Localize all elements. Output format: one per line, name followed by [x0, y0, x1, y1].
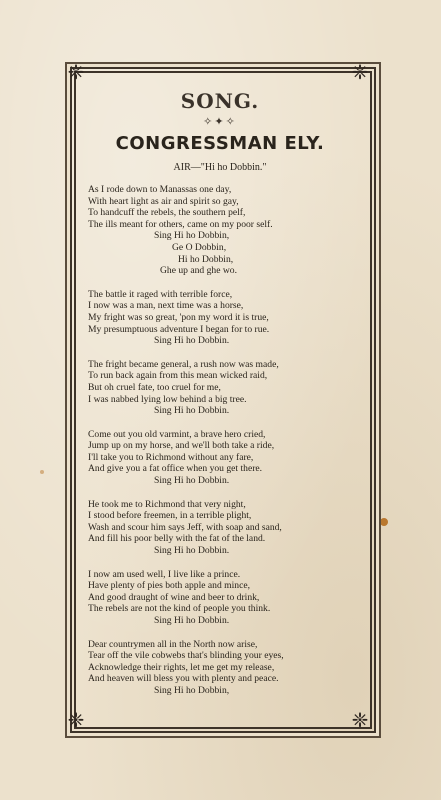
- air-line: AIR—"Hi ho Dobbin.": [173, 162, 267, 173]
- stanza-line: As I rode down to Manassas one day,: [88, 184, 232, 195]
- stanza-line: I now am used well, I live like a prince.: [88, 568, 241, 580]
- stanza-line: To handcuff the rebels, the southern pelf,: [88, 207, 246, 219]
- stanza-line: Have plenty of pies both apple and mince,: [88, 580, 250, 592]
- stanza-line: With heart light as air and spirit so gay,: [88, 195, 239, 207]
- stanza-line: To run back again from this mean wicked raid,: [88, 370, 268, 382]
- stanza-line: And heaven will bless you with plenty and peace.: [88, 673, 279, 685]
- stanza-line: The fright became general, a rush now was made,: [88, 358, 279, 370]
- stanza-line: Wash and scour him says Jeff, with soap and sand,: [88, 521, 282, 533]
- stanza: [88, 184, 352, 277]
- stanza-line: And good draught of wine and beer to drink,: [88, 591, 260, 603]
- refrain-line: Sing Hi ho Dobbin.: [154, 335, 230, 347]
- stanza-line: Come out you old varmint, a brave hero cried,: [88, 428, 266, 440]
- stanza-line: Tear off the vile cobwebs that's blinding your eyes,: [88, 650, 284, 662]
- corner-ornament-icon: ❈: [67, 62, 85, 84]
- stanza: [88, 359, 352, 417]
- refrain-line: Ghe up and ghe wo.: [160, 265, 237, 277]
- refrain-line: Hi ho Dobbin,: [178, 253, 234, 265]
- refrain-line: Sing Hi ho Dobbin.: [154, 405, 230, 417]
- stanza-line: And fill his poor belly with the fat of the land.: [88, 533, 266, 545]
- stanza-line: My fright was so great, 'pon my word it is true,: [88, 311, 269, 323]
- stanza-line: And give you a fat office when you get there.: [88, 463, 263, 475]
- broadside-content: [88, 90, 352, 710]
- stanza-line: The ills meant for others, came on my poor self.: [88, 218, 273, 230]
- stanza-line: I stood before freemen, in a terrible plight,: [88, 510, 252, 522]
- stanza: [88, 289, 352, 347]
- stanza-line: But oh cruel fate, too cruel for me,: [88, 381, 221, 393]
- refrain-line: Sing Hi ho Dobbin.: [154, 475, 230, 487]
- stanza-line: I'll take you to Richmond without any fare,: [88, 451, 254, 463]
- stanza: [88, 429, 352, 487]
- stanza: [88, 499, 352, 557]
- stanza-line: The battle it raged with terrible force,: [88, 288, 233, 300]
- stanza-line: My presumptuous adventure I began for to rue.: [88, 323, 270, 335]
- stanza-line: Dear countrymen all in the North now arise,: [88, 638, 258, 650]
- refrain-line: Ge O Dobbin,: [172, 241, 227, 253]
- stanza-line: He took me to Richmond that very night,: [88, 498, 246, 510]
- corner-ornament-icon: ❈: [351, 62, 369, 84]
- stanza-line: The rebels are not the kind of people you think.: [88, 603, 271, 615]
- stanza-list: [88, 184, 352, 697]
- stanza-line: I now was a man, next time was a horse,: [88, 300, 244, 312]
- refrain-line: Sing Hi ho Dobbin.: [154, 545, 230, 557]
- corner-ornament-icon: ❈: [67, 710, 85, 732]
- stanza-line: Jump up on my horse, and we'll both take a ride,: [88, 440, 275, 452]
- stanza: [88, 569, 352, 627]
- stanza-line: I was nabbed lying low behind a big tree.: [88, 393, 247, 405]
- stain-spot: [380, 518, 388, 526]
- song-title: CONGRESSMAN ELY.: [115, 133, 325, 154]
- stain-spot: [40, 470, 44, 474]
- stanza: [88, 639, 352, 697]
- refrain-line: Sing Hi ho Dobbin.: [154, 615, 230, 626]
- heading-song: SONG.: [180, 89, 260, 113]
- corner-ornament-icon: ❈: [351, 710, 369, 732]
- refrain-line: Sing Hi ho Dobbin,: [154, 684, 230, 696]
- stanza-line: Acknowledge their rights, let me get my release,: [88, 661, 275, 673]
- refrain-line: Sing Hi ho Dobbin,: [154, 230, 230, 242]
- title-ornament: ✧✦✧: [203, 116, 237, 128]
